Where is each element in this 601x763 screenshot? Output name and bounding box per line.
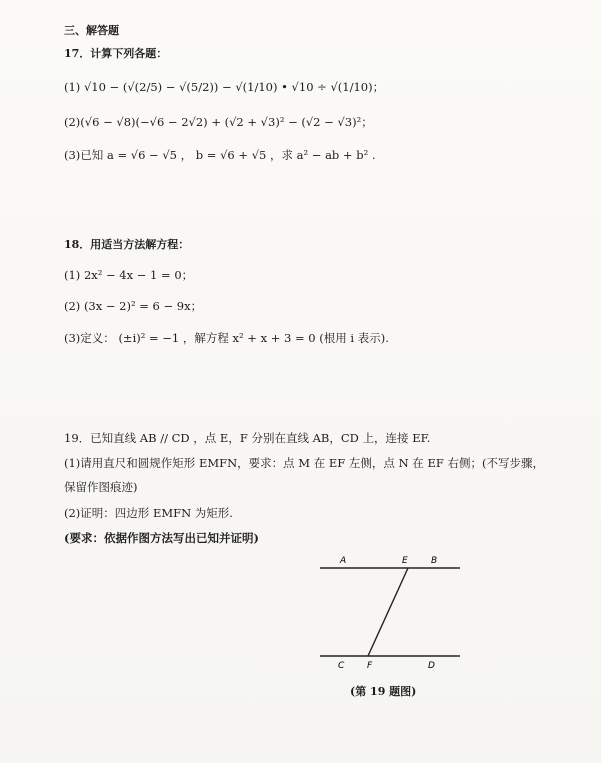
q19-requirement: (要求：依据作图方法写出已知并证明) [64,531,259,545]
label-b: B [431,556,438,566]
label-a: A [340,556,347,566]
segment-ef [368,568,408,656]
section-title: 三、解答题 [64,24,119,37]
figure-caption: (第 19 题图) [350,685,417,698]
q18-part3: (3)定义： (±i)² = −1 ，解方程 x² + x + 3 = 0 (根用 i 表示). [64,331,389,345]
label-f: F [367,661,373,671]
q17-heading: 17．计算下列各题： [64,47,168,60]
q17-part3: (3)已知 a = √6 − √5 ， b = √6 + √5 ，求 a² − ab + b² . [64,148,376,162]
label-e: E [402,556,408,566]
q18-heading: 18．用适当方法解方程： [64,238,190,251]
q19-part2: (2)证明：四边形 EMFN 为矩形. [64,506,233,520]
q17-part2: (2)(√6 − √8)(−√6 − 2√2) + (√2 + √3)² − (√2 − √3)²； [64,115,373,129]
label-d: D [428,661,435,671]
label-c: C [338,661,345,671]
q19-figure [310,550,470,680]
q19-part1-line2: 保留作图痕迹) [64,480,138,494]
q19-heading: 19．已知直线 AB // CD ，点 E，F 分别在直线 AB，CD 上，连接 EF. [64,431,431,445]
q19-part1-line1: (1)请用直尺和圆规作矩形 EMFN，要求：点 M 在 EF 左侧，点 N 在 EF 右侧；(不写步骤， [64,456,544,470]
q17-part1: (1) √10 − (√(2/5) − √(5/2)) − √(1/10) • √10 ÷ √(1/10)； [64,80,385,94]
q18-part1: (1) 2x² − 4x − 1 = 0； [64,268,194,282]
q18-part2: (2) (3x − 2)² = 6 − 9x； [64,299,203,313]
